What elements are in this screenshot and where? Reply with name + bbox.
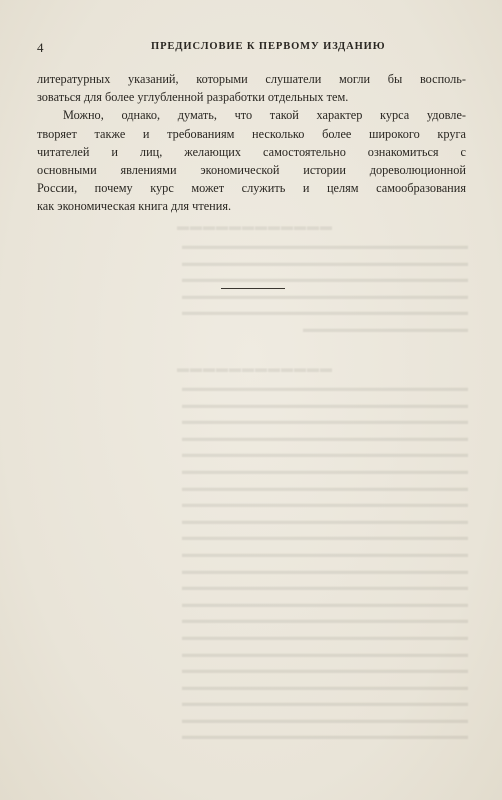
text-line: творяет также и требованиям несколько более широкого круга <box>37 126 466 141</box>
text-line: основными явлениями экономической истории дореволюционной <box>37 162 466 177</box>
text-line: как экономическая книга для чтения. <box>37 199 232 214</box>
text-line: России, почему курс может служить и целям самообразования <box>37 181 466 196</box>
running-header <box>37 40 467 56</box>
text-line: зоваться для более углубленной разработки отдельных тем. <box>37 90 349 105</box>
show-through-upper: ▬▬▬▬▬▬▬▬▬▬▬▬ ▬▬▬▬▬▬▬▬▬▬▬▬▬▬▬▬▬▬▬▬▬▬▬▬▬▬ ▬▬▬▬▬▬▬▬▬▬▬▬▬▬▬▬▬▬▬▬▬▬▬▬▬▬ ▬▬▬▬▬▬▬▬▬▬▬▬▬▬▬▬▬▬▬▬▬▬▬▬▬▬ ▬▬▬▬▬▬▬▬▬▬▬▬▬▬▬▬▬▬▬▬▬▬▬▬▬▬ ▬▬▬▬▬▬▬▬▬▬▬▬▬▬▬▬▬▬▬▬▬▬▬▬▬▬ ▬▬▬▬▬▬▬▬▬▬▬▬▬▬▬ <box>176 219 468 335</box>
text-line: литературных указаний, которыми слушатели могли бы восполь- <box>37 72 466 86</box>
section-divider <box>221 288 285 289</box>
show-through-lower: ▬▬▬▬▬▬▬▬▬▬▬▬ ▬▬▬▬▬▬▬▬▬▬▬▬▬▬▬▬▬▬▬▬▬▬▬▬▬▬ ▬▬▬▬▬▬▬▬▬▬▬▬▬▬▬▬▬▬▬▬▬▬▬▬▬▬ ▬▬▬▬▬▬▬▬▬▬▬▬▬▬▬▬▬▬▬▬▬▬▬▬▬▬ ▬▬▬▬▬▬▬▬▬▬▬▬▬▬▬▬▬▬▬▬▬▬▬▬▬▬ ▬▬▬▬▬▬▬▬▬▬▬▬▬▬▬▬▬▬▬▬▬▬▬▬▬▬ ▬▬▬▬▬▬▬▬▬▬▬▬▬▬▬▬▬▬▬▬▬▬▬▬▬▬ ▬▬▬▬▬▬▬▬▬▬▬▬▬▬▬▬▬▬▬▬▬▬▬▬▬▬ ▬▬▬▬▬▬▬▬▬▬▬▬▬▬▬▬▬▬▬▬▬▬▬▬▬▬ ▬▬▬▬▬▬▬▬▬▬▬▬▬▬▬▬▬▬▬▬▬▬▬▬▬▬ ▬▬▬▬▬▬▬▬▬▬▬▬▬▬▬▬▬▬▬▬▬▬▬▬▬▬ ▬▬▬▬▬▬▬▬▬▬▬▬▬▬▬▬▬▬▬▬▬▬▬▬▬▬ ▬▬▬▬▬▬▬▬▬▬▬▬▬▬▬▬▬▬▬▬▬▬▬▬▬▬ ▬▬▬▬▬▬▬▬▬▬▬▬▬▬▬▬▬▬▬▬▬▬▬▬▬▬ ▬▬▬▬▬▬▬▬▬▬▬▬▬▬▬▬▬▬▬▬▬▬▬▬▬▬ ▬▬▬▬▬▬▬▬▬▬▬▬▬▬▬▬▬▬▬▬▬▬▬▬▬▬ ▬▬▬▬▬▬▬▬▬▬▬▬▬▬▬▬▬▬▬▬▬▬▬▬▬▬ ▬▬▬▬▬▬▬▬▬▬▬▬▬▬▬▬▬▬▬▬▬▬▬▬▬▬ ▬▬▬▬▬▬▬▬▬▬▬▬▬▬▬▬▬▬▬▬▬▬▬▬▬▬ ▬▬▬▬▬▬▬▬▬▬▬▬▬▬▬▬▬▬▬▬▬▬▬▬▬▬ ▬▬▬▬▬▬▬▬▬▬▬▬▬▬▬▬▬▬▬▬▬▬▬▬▬▬ ▬▬▬▬▬▬▬▬▬▬▬▬▬▬▬▬▬▬▬▬▬▬▬▬▬▬ ▬▬▬▬▬▬▬▬▬▬▬▬▬▬▬▬▬▬▬▬▬▬▬▬▬▬ <box>176 361 468 743</box>
text-line: Можно, однако, думать, что такой характер курса удовле- <box>63 108 466 123</box>
body-text <box>37 70 466 216</box>
running-title: ПРЕДИСЛОВИЕ К ПЕРВОМУ ИЗДАНИЮ <box>151 41 386 52</box>
text-line: читателей и лиц, желающих самостоятельно ознакомиться с <box>37 144 466 159</box>
page-number: 4 <box>37 40 44 55</box>
